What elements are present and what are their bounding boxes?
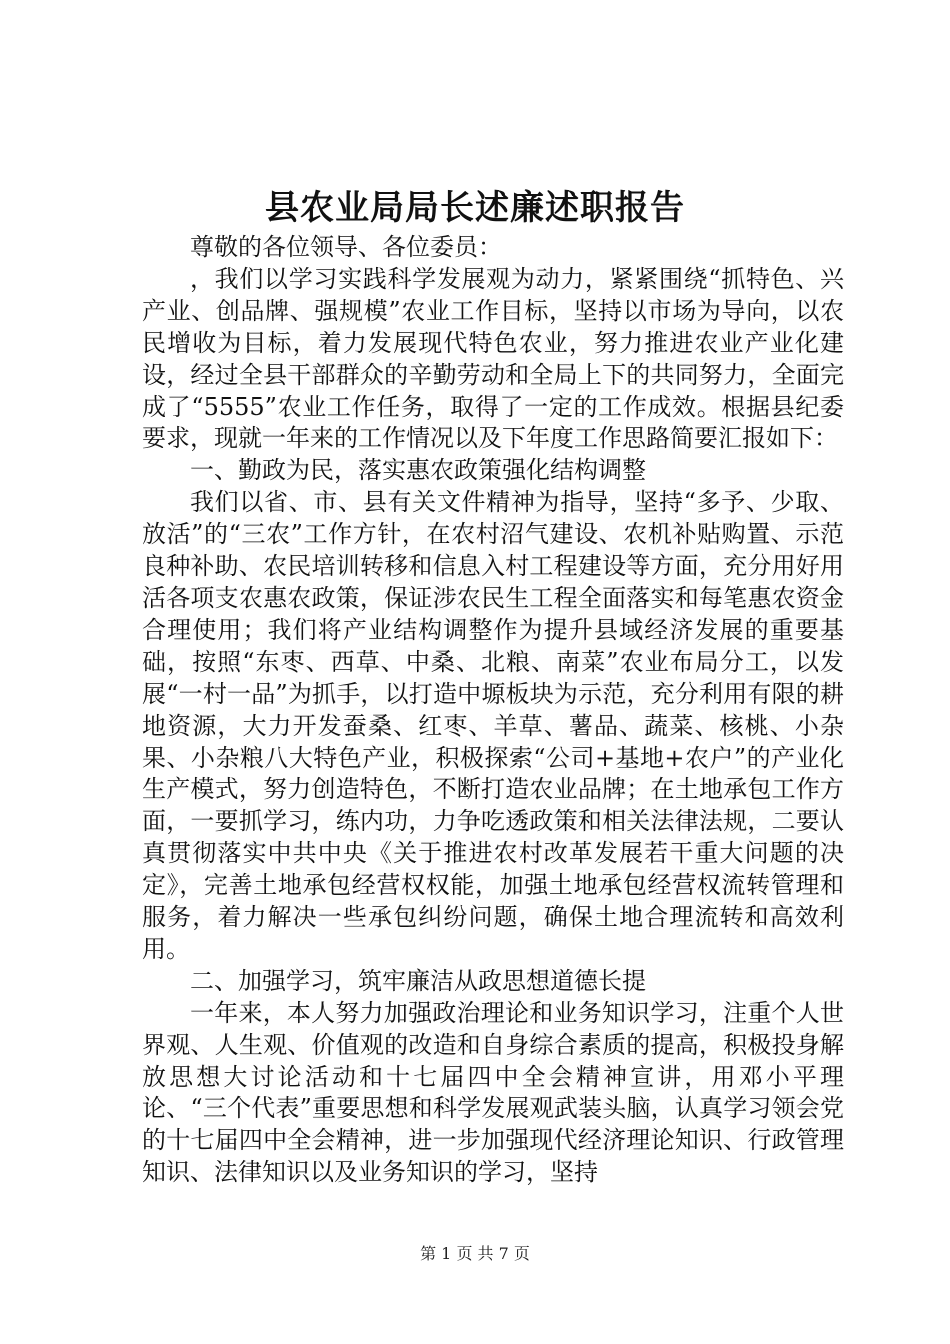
section-heading: 二、加强学习，筑牢廉洁从政思想道德长提 — [190, 966, 646, 995]
salutation-paragraph: 尊敬的各位领导、各位委员： — [190, 233, 502, 261]
page-footer: 第 1 页 共 7 页 — [420, 1244, 530, 1263]
body-paragraph: ，我们以学习实践科学发展观为动力，紧紧围绕“抓特色、兴产业、创品牌、强规模”农业工作目标，坚持以市场为导向，以农民增收为目标，着力发展现代特色农业，努力推进农业产业化建设，经过全县干部群众的辛勤劳动和全局上下的共同努力，全面完成了“5555”农业工作任务，取得了一定的工作成效。根据县纪委要求，现就一年来的工作情况以及下年度工作思路简要汇报如下： — [142, 264, 844, 453]
body-paragraph: 我们以省、市、县有关文件精神为指导，坚持“多予、少取、放活”的“三农”工作方针，在农村沼气建设、农机补贴购置、示范良种补助、农民培训转移和信息入村工程建设等方面，充分用好用活各项支农惠农政策，保证涉农民生工程全面落实和每笔惠农资金合理使用；我们将产业结构调整作为提升县域经济发展的重要基础，按照“东枣、西草、中桑、北粮、南菜”农业布局分工，以发展“一村一品”为抓手，以打造中塬板块为示范，充分利用有限的耕地资源，大力开发蚕桑、红枣、羊草、薯品、蔬菜、核桃、小杂果、小杂粮八大特色产业，积极探索“公司+基地+农户”的产业化生产模式，努力创造特色，不断打造农业品牌；在土地承包工作方面，一要抓学习，练内功，力争吃透政策和相关法律法规，二要认真贯彻落实中共中央《关于推进农村改革发展若干重大问题的决定》，完善土地承包经营权权能，加强土地承包经营权流转管理和服务，着力解决一些承包纠纷问题，确保土地合理流转和高效利用。 — [142, 488, 844, 963]
section-heading: 一、勤政为民，落实惠农政策强化结构调整 — [190, 456, 646, 485]
document-body — [142, 232, 844, 1189]
body-paragraph: 一年来，本人努力加强政治理论和业务知识学习，注重个人世界观、人生观、价值观的改造和自身综合素质的提高，积极投身解放思想大讨论活动和十七届四中全会精神宣讲，用邓小平理论、“三个代表”重要思想和科学发展观武装头脑，认真学习领会党的十七届四中全会精神，进一步加强现代经济理论知识、行政管理知识、法律知识以及业务知识的学习，坚持 — [142, 998, 844, 1187]
document-title: 县农业局局长述廉述职报告 — [265, 188, 685, 228]
